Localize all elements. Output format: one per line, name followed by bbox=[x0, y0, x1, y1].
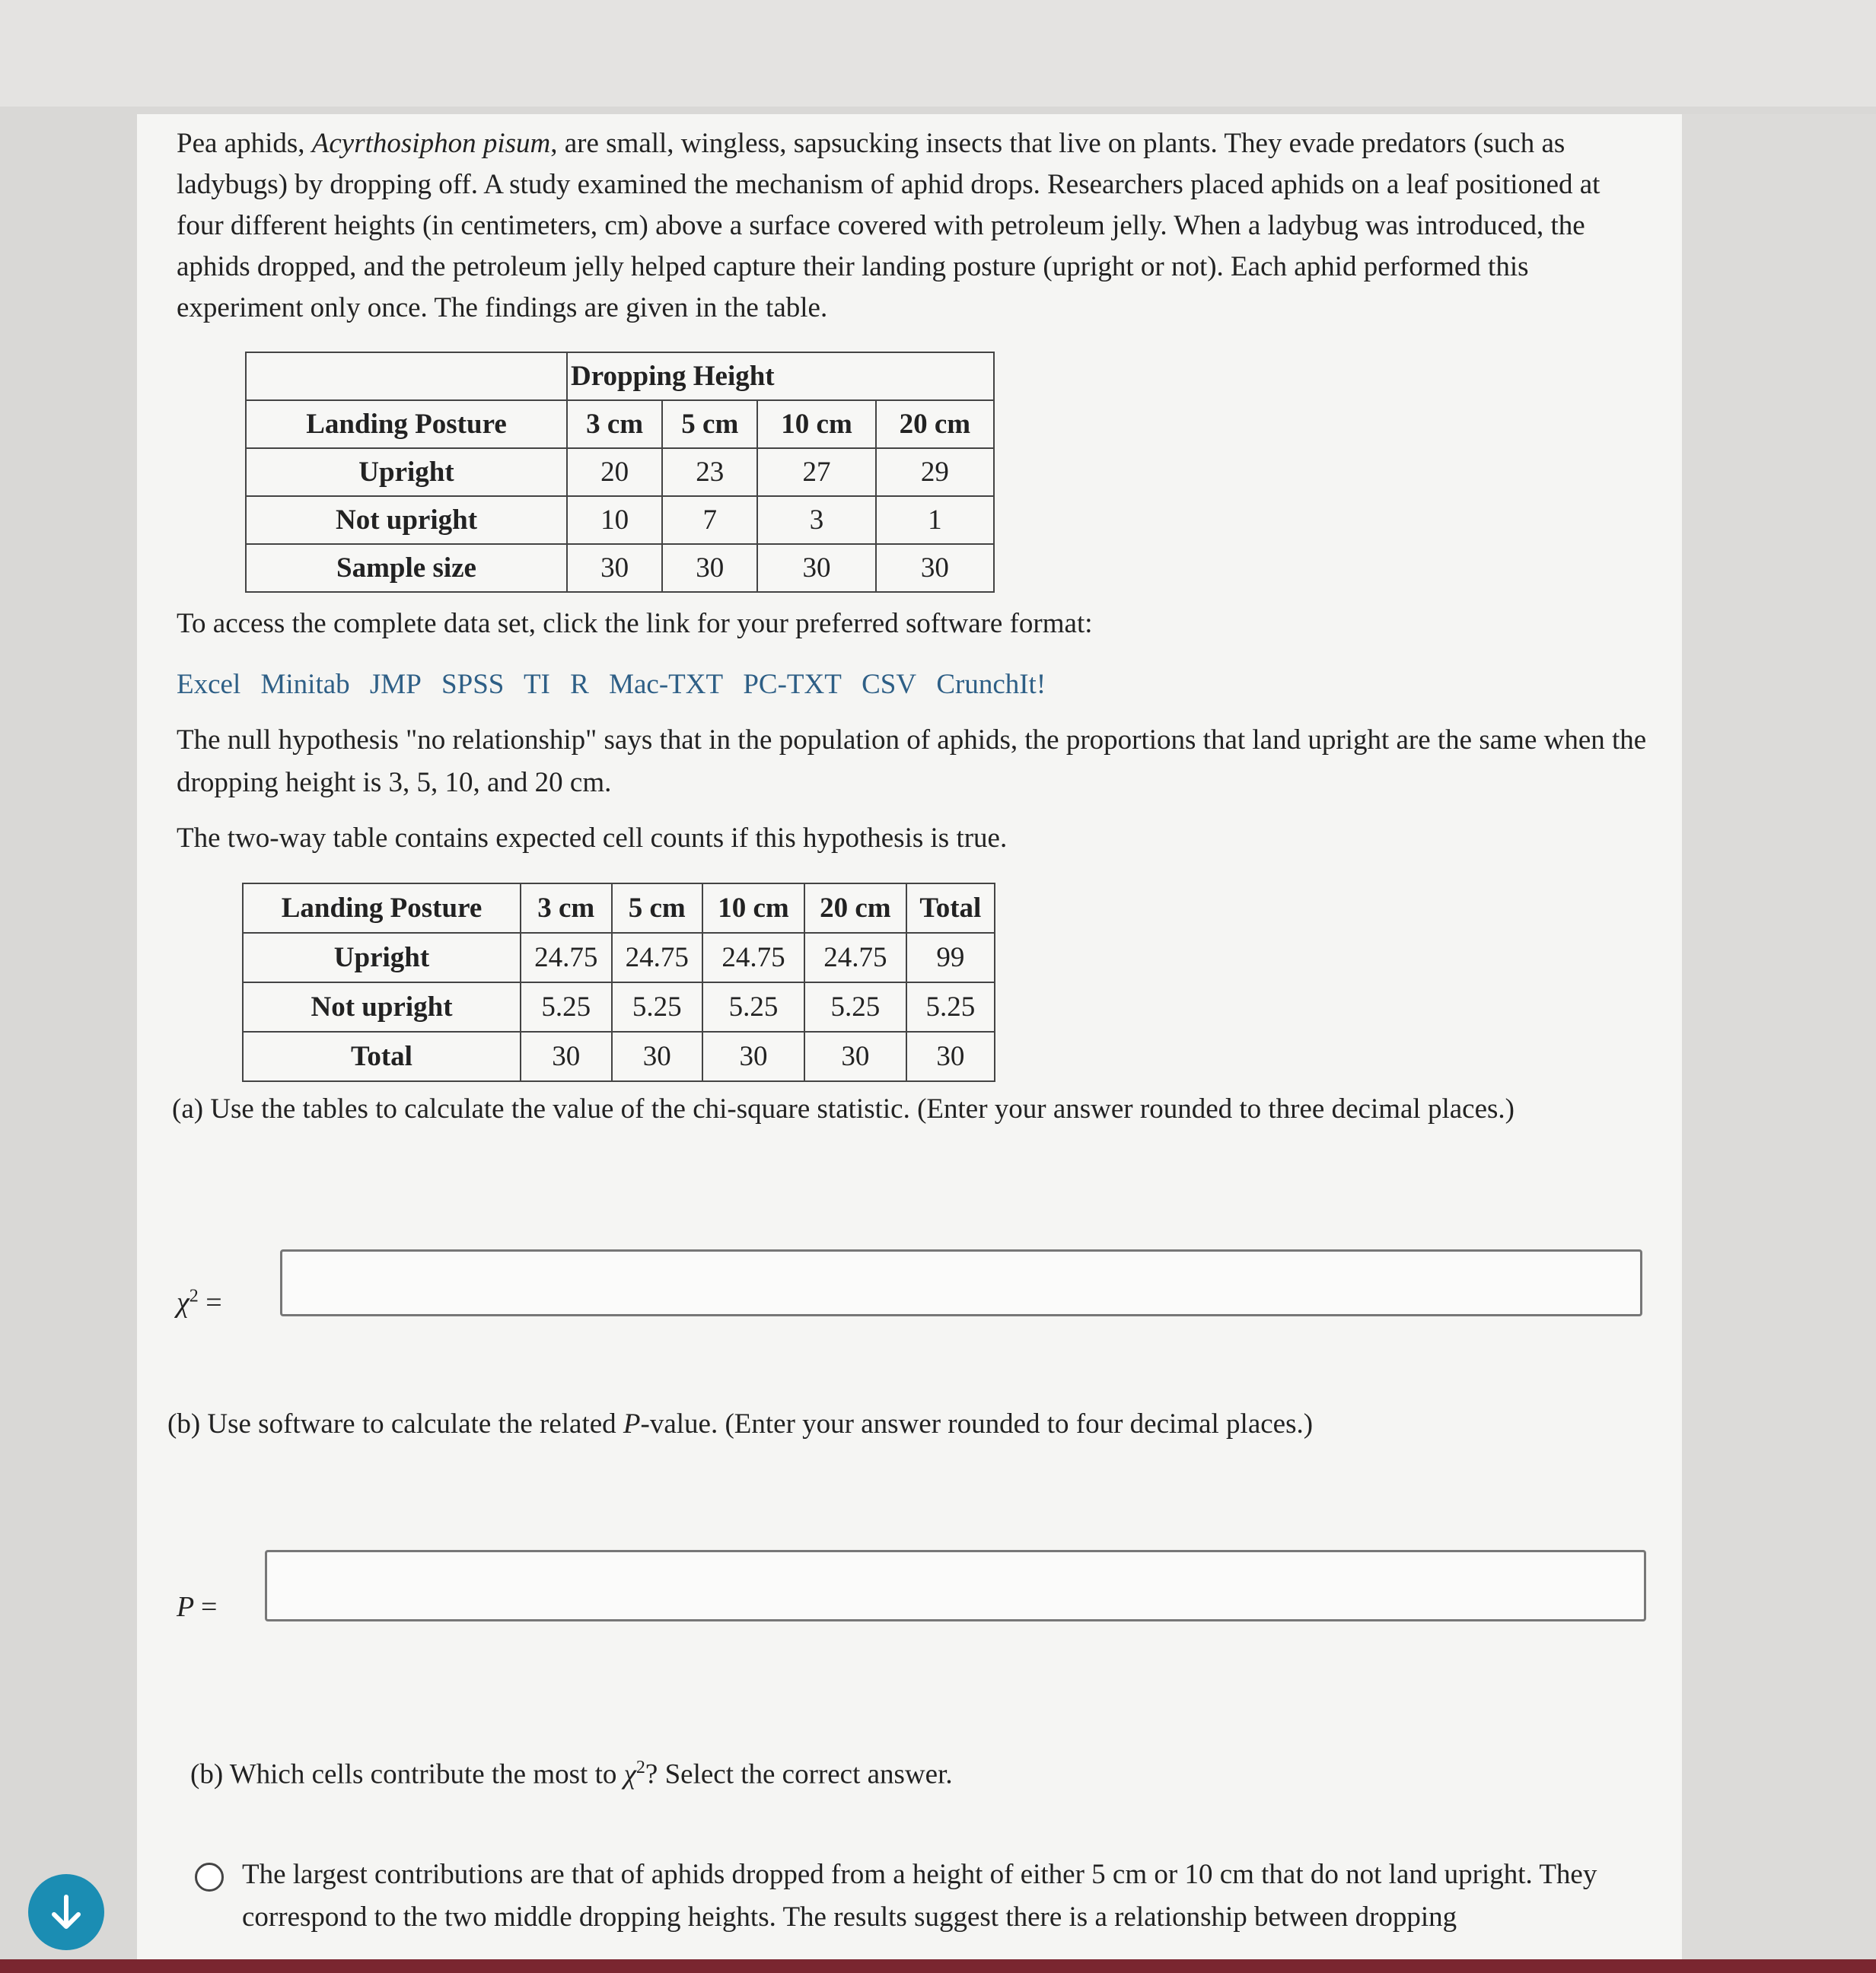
table-cell: 30 bbox=[757, 544, 875, 592]
table-row bbox=[243, 933, 995, 982]
observed-header-row bbox=[246, 400, 994, 448]
observed-col-header: 5 cm bbox=[662, 400, 757, 448]
table-cell: 3 bbox=[757, 496, 875, 544]
expected-col-header: 10 cm bbox=[702, 883, 804, 933]
dropping-height-header: Dropping Height bbox=[567, 352, 994, 400]
p-value-input[interactable] bbox=[265, 1550, 1646, 1621]
table-cell: 24.75 bbox=[804, 933, 906, 982]
table-cell: 24.75 bbox=[521, 933, 612, 982]
table-cell: 24.75 bbox=[612, 933, 703, 982]
expected-header-row bbox=[243, 883, 995, 933]
table-cell: 23 bbox=[662, 448, 757, 496]
intro-text-rest: , are small, wingless, sapsucking insects that live on plants. They evade predators (such as ladybugs) by dropping off. A study examined the mechanism of aphid drops. Researchers placed aphids on a leaf positioned at four different heights (in centimeters, cm) above a surface covered with petroleum jelly. When a ladybug was introduced, the aphids dropped, and the petroleum jelly helped capture their landing posture (upright or not). Each aphid performed this experiment only once. The findings are given in the table. bbox=[177, 128, 1600, 323]
p-symbol: P bbox=[177, 1591, 194, 1623]
table-row bbox=[243, 982, 995, 1032]
table-cell: 5.25 bbox=[612, 982, 703, 1032]
question-b-pvalue-end: -value. (Enter your answer rounded to four decimal places.) bbox=[640, 1408, 1314, 1440]
expected-table bbox=[242, 883, 995, 1082]
table-cell: 27 bbox=[757, 448, 875, 496]
table-row bbox=[243, 1032, 995, 1081]
table-cell: 99 bbox=[906, 933, 995, 982]
table-cell: 10 bbox=[567, 496, 662, 544]
expected-col-header: Landing Posture bbox=[243, 883, 521, 933]
observed-col-header: Landing Posture bbox=[246, 400, 567, 448]
link-minitab[interactable]: Minitab bbox=[260, 669, 350, 700]
question-panel bbox=[137, 114, 1682, 1973]
table-cell: 30 bbox=[521, 1032, 612, 1081]
row-label: Upright bbox=[243, 933, 521, 982]
link-r[interactable]: R bbox=[570, 669, 589, 700]
table-cell: 1 bbox=[876, 496, 994, 544]
table-cell: 30 bbox=[906, 1032, 995, 1081]
observed-col-header: 20 cm bbox=[876, 400, 994, 448]
option-1-radio[interactable] bbox=[195, 1863, 224, 1892]
expected-col-header: Total bbox=[906, 883, 995, 933]
software-links bbox=[177, 668, 1059, 701]
question-b-pvalue-start: (b) Use software to calculate the related bbox=[167, 1408, 623, 1440]
link-spss[interactable]: SPSS bbox=[441, 669, 505, 700]
p-value-label bbox=[177, 1590, 217, 1624]
table-cell: 29 bbox=[876, 448, 994, 496]
link-excel[interactable]: Excel bbox=[177, 669, 241, 700]
observed-group-header-row bbox=[246, 352, 994, 400]
link-pc-txt[interactable]: PC-TXT bbox=[743, 669, 842, 700]
expected-col-header: 3 cm bbox=[521, 883, 612, 933]
table-cell: 30 bbox=[612, 1032, 703, 1081]
table-cell: 5.25 bbox=[804, 982, 906, 1032]
table-cell: 7 bbox=[662, 496, 757, 544]
chi-exponent: 2 bbox=[189, 1286, 199, 1306]
intro-text-start: Pea aphids, bbox=[177, 128, 312, 159]
question-b-cells bbox=[190, 1758, 953, 1790]
question-b-cells-start: (b) Which cells contribute the most to bbox=[190, 1758, 624, 1790]
link-csv[interactable]: CSV bbox=[862, 669, 917, 700]
table-row bbox=[246, 496, 994, 544]
link-jmp[interactable]: JMP bbox=[369, 669, 422, 700]
table-row bbox=[246, 544, 994, 592]
species-name: Acyrthosiphon pisum bbox=[311, 128, 551, 159]
access-instruction: To access the complete data set, click the link for your preferred software format: bbox=[177, 608, 1093, 639]
question-a: (a) Use the tables to calculate the value of the chi-square statistic. (Enter your answer rounded to three decimal places.) bbox=[172, 1093, 1514, 1125]
expected-intro: The two-way table contains expected cell counts if this hypothesis is true. bbox=[177, 823, 1008, 854]
question-b-chi-symbol: χ bbox=[623, 1758, 636, 1790]
chi-square-input[interactable] bbox=[280, 1249, 1642, 1316]
table-cell: 30 bbox=[702, 1032, 804, 1081]
row-label: Not upright bbox=[243, 982, 521, 1032]
table-cell: 20 bbox=[567, 448, 662, 496]
row-label: Not upright bbox=[246, 496, 567, 544]
option-1-text[interactable]: The largest contributions are that of aphids dropped from a height of either 5 cm or 10 cm that do not land upright. They correspond to the two middle dropping heights. The results suggest there is a relationship between dropping bbox=[242, 1859, 1597, 1933]
row-label: Upright bbox=[246, 448, 567, 496]
row-label: Total bbox=[243, 1032, 521, 1081]
expected-col-header: 20 cm bbox=[804, 883, 906, 933]
scroll-down-button[interactable] bbox=[28, 1874, 104, 1950]
question-b-cells-end: ? Select the correct answer. bbox=[645, 1758, 953, 1790]
p-equals: = bbox=[201, 1591, 218, 1623]
table-cell: 30 bbox=[662, 544, 757, 592]
table-cell: 30 bbox=[804, 1032, 906, 1081]
table-cell: 5.25 bbox=[521, 982, 612, 1032]
chi-square-label bbox=[177, 1286, 222, 1319]
table-cell: 30 bbox=[876, 544, 994, 592]
table-cell: 5.25 bbox=[906, 982, 995, 1032]
table-cell: 30 bbox=[567, 544, 662, 592]
question-b-p-symbol: P bbox=[623, 1408, 641, 1440]
observed-col-header: 3 cm bbox=[567, 400, 662, 448]
table-row bbox=[246, 448, 994, 496]
question-b-pvalue bbox=[167, 1408, 1313, 1440]
expected-col-header: 5 cm bbox=[612, 883, 703, 933]
chi-symbol: χ bbox=[177, 1287, 190, 1319]
link-mac-txt[interactable]: Mac-TXT bbox=[609, 669, 724, 700]
right-background bbox=[1682, 114, 1876, 1959]
table-cell: 24.75 bbox=[702, 933, 804, 982]
link-crunchit[interactable]: CrunchIt! bbox=[936, 669, 1046, 700]
top-background bbox=[0, 0, 1876, 107]
bottom-bar bbox=[0, 1959, 1876, 1973]
null-hypothesis-text: The null hypothesis "no relationship" says that in the population of aphids, the proportions that land upright are the same when the dropping height is 3, 5, 10, and 20 cm. bbox=[177, 724, 1647, 798]
table-cell: 5.25 bbox=[702, 982, 804, 1032]
chi-equals: = bbox=[205, 1287, 222, 1319]
observed-col-header: 10 cm bbox=[757, 400, 875, 448]
observed-empty-corner bbox=[246, 352, 567, 400]
intro-paragraph bbox=[177, 123, 1653, 329]
link-ti[interactable]: TI bbox=[523, 669, 550, 700]
observed-table bbox=[245, 352, 995, 593]
row-label: Sample size bbox=[246, 544, 567, 592]
arrow-down-icon bbox=[45, 1891, 88, 1933]
question-b-chi-exponent: 2 bbox=[635, 1758, 645, 1777]
